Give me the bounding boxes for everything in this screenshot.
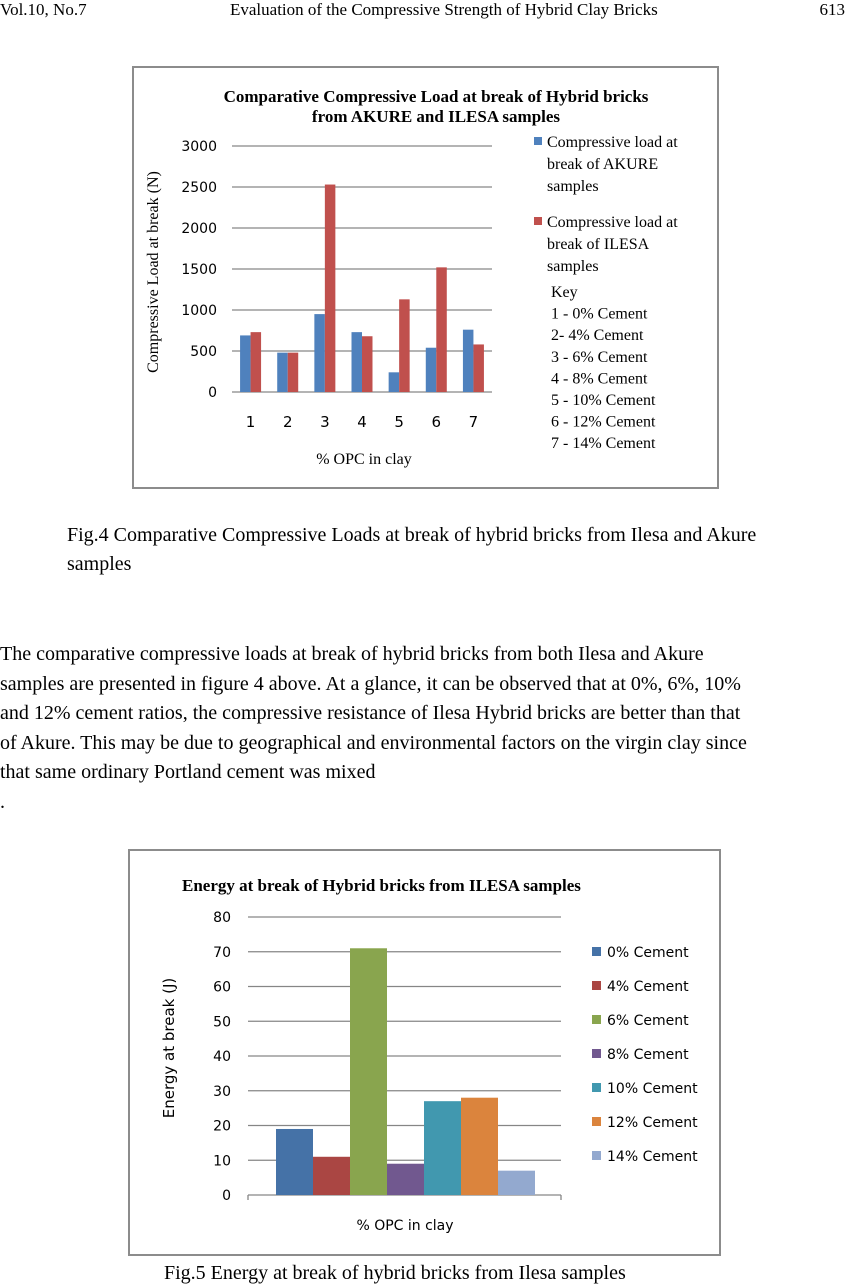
legend-swatch bbox=[592, 981, 601, 990]
body-paragraph bbox=[0, 640, 847, 817]
bar-6 bbox=[498, 1171, 535, 1195]
bar-ilesa bbox=[436, 267, 447, 392]
x-tick-label: 5 bbox=[394, 413, 404, 431]
energy-at-break-chart bbox=[130, 851, 719, 1254]
figure-4-frame bbox=[132, 66, 719, 489]
key-line: 7 - 14% Cement bbox=[551, 435, 656, 453]
key-line: 5 - 10% Cement bbox=[551, 392, 656, 409]
x-axis-label: % OPC in clay bbox=[316, 451, 412, 468]
legend-label: samples bbox=[547, 178, 599, 195]
bar-ilesa bbox=[288, 353, 299, 392]
bar-akure bbox=[352, 332, 363, 392]
legend-swatch bbox=[592, 1083, 601, 1092]
paragraph-line: The comparative compressive loads at break of hybrid bricks from both Ilesa and Akure bbox=[0, 643, 704, 665]
legend-swatch bbox=[592, 947, 601, 956]
bar-akure bbox=[463, 330, 474, 392]
legend-label: Compressive load at bbox=[547, 134, 678, 151]
legend-label: samples bbox=[547, 258, 599, 275]
y-tick-label: 3000 bbox=[181, 139, 217, 155]
chart-title: Comparative Compressive Load at break of Hybrid bricks bbox=[223, 87, 649, 106]
y-tick-label: 30 bbox=[213, 1083, 231, 1100]
key-line: 6 - 12% Cement bbox=[551, 413, 656, 431]
y-tick-label: 0 bbox=[222, 1188, 231, 1204]
paragraph-line: that same ordinary Portland cement was mixed bbox=[0, 761, 376, 783]
legend-swatch bbox=[592, 1049, 601, 1058]
bar-4 bbox=[424, 1101, 461, 1195]
x-tick-label: 6 bbox=[431, 413, 442, 431]
running-title: Evaluation of the Compressive Strength of Hybrid Clay Bricks bbox=[230, 0, 658, 19]
x-tick-label: 3 bbox=[320, 413, 330, 431]
bar-3 bbox=[387, 1164, 424, 1195]
x-tick-label: 2 bbox=[282, 413, 293, 431]
bar-2 bbox=[350, 948, 387, 1195]
y-tick-label: 500 bbox=[190, 344, 217, 360]
bar-akure bbox=[389, 372, 400, 392]
legend-label: 4% Cement bbox=[607, 979, 689, 995]
legend-label: 0% Cement bbox=[607, 945, 689, 961]
page-number: 613 bbox=[819, 0, 845, 19]
y-axis-label: Compressive Load at break (N) bbox=[145, 171, 162, 373]
bar-ilesa bbox=[325, 185, 336, 392]
key-line: 4 - 8% Cement bbox=[551, 370, 648, 388]
legend-label: Compressive load at bbox=[547, 214, 678, 231]
paragraph-line: and 12% cement ratios, the compressive resistance of Ilesa Hybrid bricks are better than that bbox=[0, 702, 741, 724]
journal-volume: Vol.10, No.7 bbox=[0, 0, 87, 19]
chart-title: Energy at break of Hybrid bricks from ILESA samples bbox=[182, 876, 581, 895]
legend-swatch bbox=[592, 1151, 601, 1160]
bar-ilesa bbox=[251, 332, 261, 392]
y-axis-label: Energy at break (J) bbox=[160, 977, 178, 1119]
key-line: 1 - 0% Cement bbox=[551, 305, 648, 323]
figure-4-caption bbox=[67, 521, 847, 579]
legend-swatch bbox=[592, 1117, 601, 1126]
y-tick-label: 80 bbox=[213, 910, 231, 926]
x-tick-label: 1 bbox=[245, 413, 256, 431]
x-axis-label: % OPC in clay bbox=[356, 1218, 454, 1234]
y-tick-label: 1500 bbox=[181, 262, 217, 278]
bar-5 bbox=[461, 1098, 498, 1195]
figure-4-caption-line-2: samples bbox=[67, 553, 132, 575]
x-tick-label: 4 bbox=[357, 413, 367, 431]
paragraph-line: samples are presented in figure 4 above. At a glance, it can be observed that at 0%, 6%, 10% bbox=[0, 672, 741, 695]
figure-5-caption: Fig.5 Energy at break of hybrid bricks from Ilesa samples bbox=[164, 1262, 626, 1284]
figure-4-caption-line-1: Fig.4 Comparative Compressive Loads at break of hybrid bricks from Ilesa and Akure bbox=[67, 524, 757, 546]
y-tick-label: 2500 bbox=[181, 180, 217, 196]
compressive-load-chart bbox=[134, 68, 717, 487]
legend-label: 6% Cement bbox=[607, 1013, 689, 1029]
legend-swatch bbox=[592, 1015, 601, 1024]
legend-swatch bbox=[534, 137, 542, 145]
key-line: 3 - 6% Cement bbox=[551, 348, 648, 366]
figure-5-frame bbox=[128, 849, 721, 1256]
bar-ilesa bbox=[362, 336, 373, 392]
legend-label: 8% Cement bbox=[607, 1047, 689, 1063]
y-tick-label: 2000 bbox=[181, 221, 217, 237]
bar-akure bbox=[277, 353, 288, 392]
legend-label: 10% Cement bbox=[607, 1081, 698, 1097]
y-tick-label: 0 bbox=[208, 385, 217, 401]
y-tick-label: 40 bbox=[213, 1049, 231, 1065]
bar-akure bbox=[240, 335, 251, 392]
bar-akure bbox=[426, 348, 437, 392]
y-tick-label: 70 bbox=[213, 944, 231, 961]
paragraph-line: . bbox=[0, 790, 5, 813]
y-tick-label: 1000 bbox=[181, 303, 217, 319]
y-tick-label: 20 bbox=[213, 1118, 231, 1135]
y-tick-label: 10 bbox=[213, 1153, 231, 1170]
chart-title: from AKURE and ILESA samples bbox=[311, 107, 561, 126]
key-line: 2- 4% Cement bbox=[551, 327, 644, 345]
bar-ilesa bbox=[399, 299, 410, 392]
bar-akure bbox=[314, 314, 325, 392]
bar-0 bbox=[276, 1129, 313, 1195]
legend-label: 12% Cement bbox=[607, 1115, 698, 1131]
legend-label: 14% Cement bbox=[607, 1149, 698, 1165]
bar-ilesa bbox=[473, 344, 484, 392]
legend-label: break of ILESA bbox=[547, 236, 650, 253]
key-line: Key bbox=[551, 284, 578, 301]
legend-swatch bbox=[534, 217, 542, 225]
legend-label: break of AKURE bbox=[547, 156, 659, 173]
y-tick-label: 50 bbox=[213, 1014, 231, 1031]
paragraph-line: of Akure. This may be due to geographical and environmental factors on the virgin clay since bbox=[0, 731, 747, 754]
x-tick-label: 7 bbox=[468, 413, 479, 431]
y-tick-label: 60 bbox=[213, 979, 231, 996]
bar-1 bbox=[313, 1157, 350, 1195]
